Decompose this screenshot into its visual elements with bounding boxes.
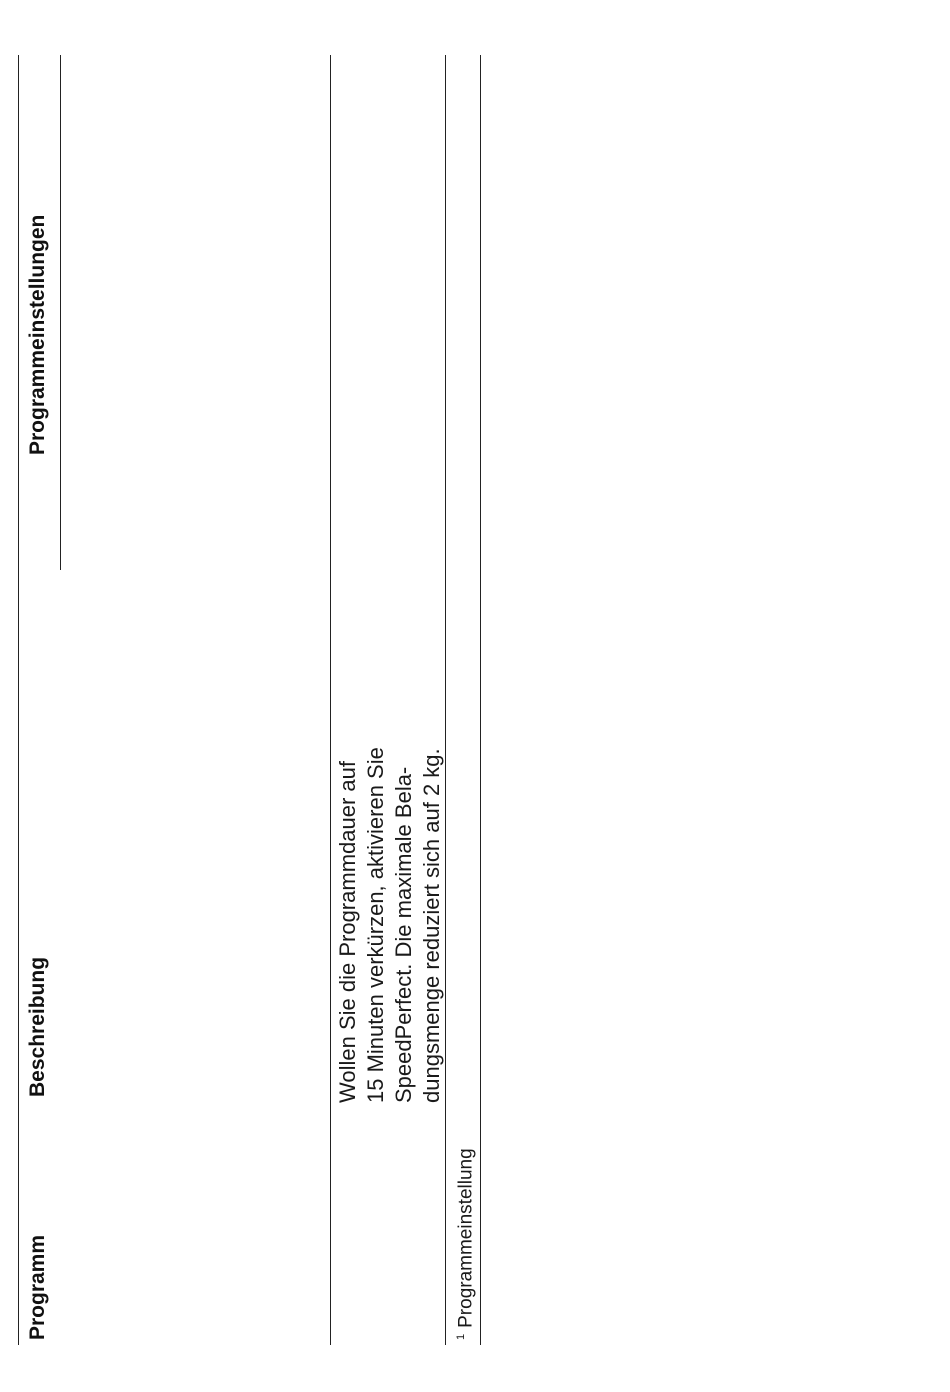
footnote-divider-top — [445, 55, 446, 1345]
footnote — [451, 1148, 476, 1340]
column-header-settings: Programmeinstellungen — [26, 214, 49, 455]
header-divider-short — [60, 55, 61, 570]
description-line-2: 15 Minuten verkürzen, aktivieren Sie — [363, 747, 388, 1103]
description-line-1: Wollen Sie die Programmdauer auf — [335, 761, 360, 1103]
description-line-4: dungsmenge reduziert sich auf 2 kg. — [419, 748, 444, 1103]
footnote-marker: 1 — [455, 1333, 467, 1340]
description-line-3: SpeedPerfect. Die maximale Bela- — [391, 766, 416, 1103]
row-description — [334, 747, 446, 1103]
footnote-text: Programmeinstellung — [455, 1148, 477, 1328]
table-top-border — [18, 55, 19, 1345]
row-divider-top — [330, 55, 331, 1345]
column-header-description: Beschreibung — [26, 956, 49, 1097]
table-bottom-border — [480, 55, 481, 1345]
column-header-program: Programm — [26, 1234, 49, 1340]
